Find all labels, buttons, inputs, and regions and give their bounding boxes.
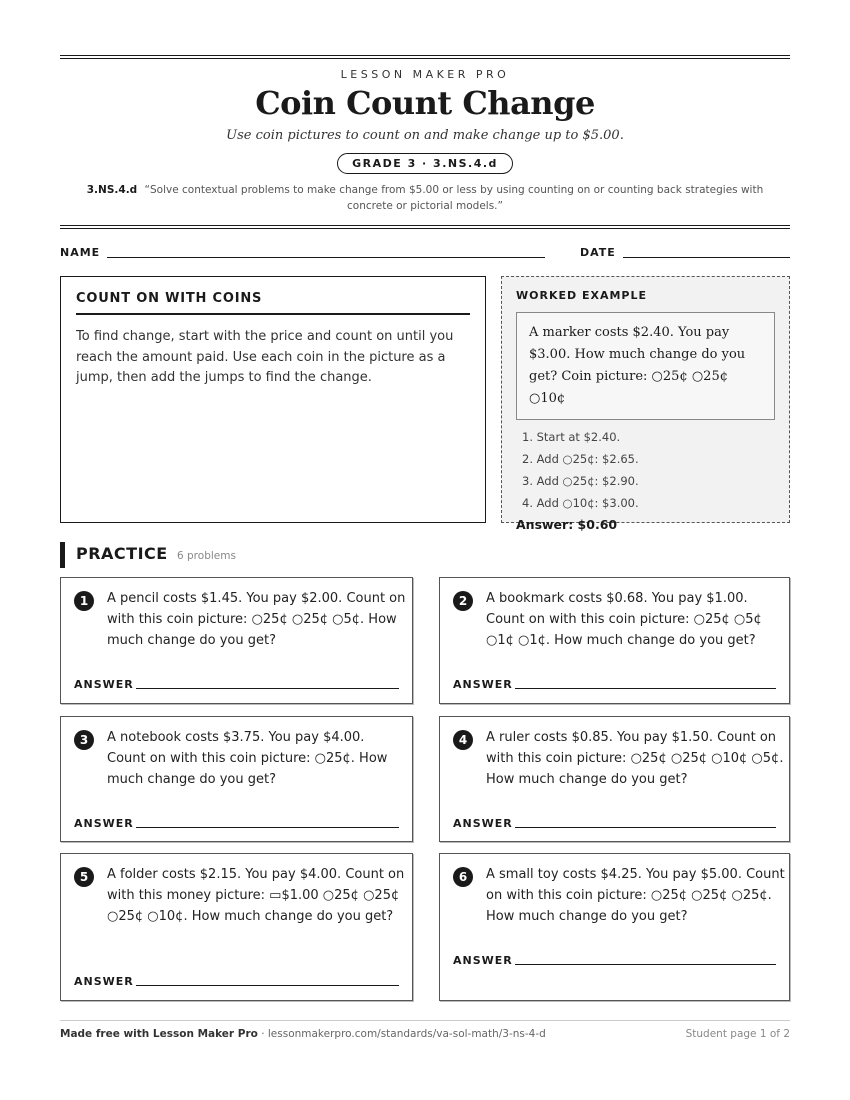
practice-title: PRACTICE — [76, 544, 168, 563]
problem-text: A notebook costs $3.75. You pay $4.00. Count on with this coin picture: ○25¢. How much change do you get? — [107, 730, 388, 787]
practice-accent-bar — [60, 542, 65, 568]
problem-number-badge: 6 — [453, 867, 473, 887]
standard-description — [70, 182, 780, 214]
problem-card-5 — [60, 853, 413, 1001]
problem-text: A small toy costs $4.25. You pay $5.00. Count on with this coin picture: ○25¢ ○25¢ ○25¢. How much change do you get? — [486, 867, 785, 924]
standard-text: “Solve contextual problems to make change from $5.00 or less by using counting on or counting back strategies with concrete or pictorial models.” — [144, 184, 764, 212]
problem-text: A pencil costs $1.45. You pay $2.00. Count on with this coin picture: ○25¢ ○25¢ ○5¢. How much change do you get? — [107, 591, 406, 648]
answer-label: ANSWER — [74, 817, 134, 830]
problem-text: A bookmark costs $0.68. You pay $1.00. Count on with this coin picture: ○25¢ ○5¢ ○1¢ ○1¢. How much change do you get? — [486, 591, 762, 648]
answer-label: ANSWER — [453, 817, 513, 830]
worked-example-title: WORKED EXAMPLE — [516, 289, 647, 302]
footer-url[interactable]: · lessonmakerpro.com/standards/va-sol-math/3-ns-4-d — [257, 1028, 546, 1040]
standard-code: 3.NS.4.d — [86, 184, 138, 196]
grade-badge: GRADE 3 · 3.NS.4.d — [337, 153, 513, 174]
name-field[interactable] — [107, 257, 545, 258]
problem-number-badge: 1 — [74, 591, 94, 611]
problem-number-badge: 4 — [453, 730, 473, 750]
answer-field[interactable] — [136, 827, 399, 828]
problem-text: A ruler costs $0.85. You pay $1.50. Count on with this coin picture: ○25¢ ○25¢ ○10¢ ○5¢. How much change do you get? — [486, 730, 784, 787]
concept-title: COUNT ON WITH COINS — [76, 291, 470, 315]
header-rule-top — [60, 55, 790, 59]
footer-divider — [60, 1020, 790, 1021]
answer-label: ANSWER — [74, 975, 134, 988]
header-rule-bottom — [60, 225, 790, 229]
concept-box — [60, 276, 486, 523]
answer-field[interactable] — [515, 964, 776, 965]
practice-count: 6 problems — [177, 550, 236, 562]
page-subtitle: Use coin pictures to count on and make change up to $5.00. — [226, 128, 624, 143]
answer-field[interactable] — [136, 985, 399, 986]
problem-number-badge: 5 — [74, 867, 94, 887]
answer-field[interactable] — [136, 688, 399, 689]
answer-label: ANSWER — [453, 954, 513, 967]
name-label: NAME — [60, 246, 101, 259]
date-field[interactable] — [623, 257, 790, 258]
footer-made-with: Made free with Lesson Maker Pro — [60, 1028, 258, 1040]
problem-card-3 — [60, 716, 413, 842]
footer-credit — [60, 1028, 546, 1040]
page-title: Coin Count Change — [255, 84, 595, 122]
worked-example-problem: A marker costs $2.40. You pay $3.00. How much change do you get? Coin picture: ○25¢ ○25¢ ○10¢ — [516, 312, 775, 420]
problem-number-badge: 2 — [453, 591, 473, 611]
worked-example-steps — [516, 426, 775, 514]
brand-name: LESSON MAKER PRO — [340, 68, 510, 81]
answer-field[interactable] — [515, 688, 776, 689]
answer-field[interactable] — [515, 827, 776, 828]
problem-number-badge: 3 — [74, 730, 94, 750]
problem-card-4 — [439, 716, 790, 842]
worked-example-step: 3. Add ○25¢: $2.90. — [522, 474, 639, 488]
problem-text: A folder costs $2.15. You pay $4.00. Count on with this money picture: ▭$1.00 ○25¢ ○25¢ ○25¢ ○10¢. How much change do you get? — [107, 867, 405, 924]
answer-label: ANSWER — [453, 678, 513, 691]
problem-card-1 — [60, 577, 413, 704]
worked-example-box — [501, 276, 790, 532]
worksheet-page — [60, 0, 790, 1100]
problem-card-6 — [439, 853, 790, 1001]
problem-card-2 — [439, 577, 790, 704]
worked-example-step: 1. Start at $2.40. — [522, 430, 621, 444]
footer-page-number: Student page 1 of 2 — [685, 1028, 790, 1040]
date-label: DATE — [580, 246, 616, 259]
answer-label: ANSWER — [74, 678, 134, 691]
worked-example-step: 4. Add ○10¢: $3.00. — [522, 496, 639, 510]
worked-example-answer: Answer: $0.60 — [516, 517, 618, 532]
concept-body: To find change, start with the price and count on until you reach the amount paid. Use each coin in the picture as a jump, then add the jumps to find the change. — [76, 329, 454, 385]
worked-example-step: 2. Add ○25¢: $2.65. — [522, 452, 639, 466]
